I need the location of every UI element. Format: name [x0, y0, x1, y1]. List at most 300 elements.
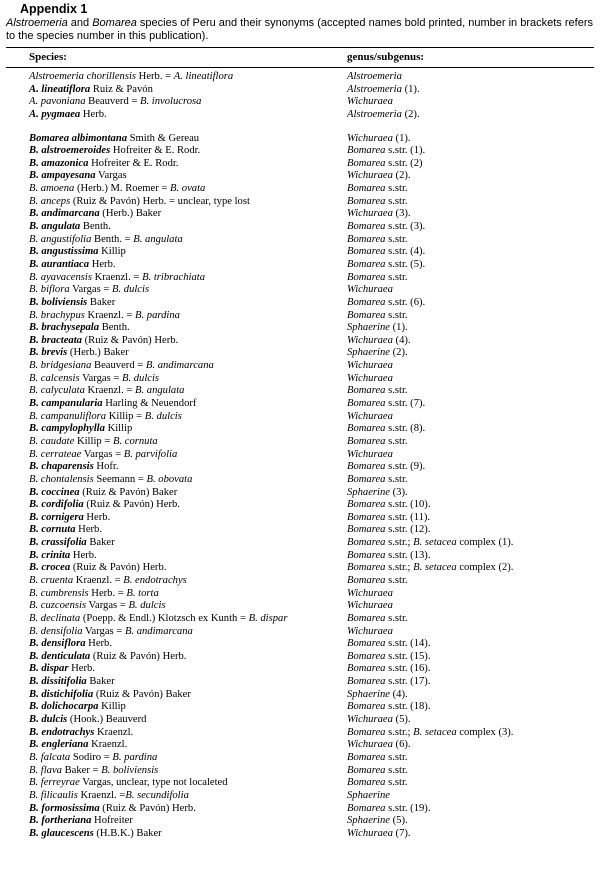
author: Baker — [86, 676, 115, 688]
species-cell — [29, 626, 193, 639]
table-row — [0, 109, 600, 122]
genus-name: Bomarea — [347, 423, 386, 435]
genus-name: Bomarea — [347, 309, 386, 321]
genus-name: Bomarea — [347, 461, 386, 473]
genus-name: Bomarea — [347, 473, 386, 485]
table-row — [0, 626, 600, 639]
accepted-name: B. endotrachys — [29, 726, 95, 738]
equals-sign: = — [162, 71, 174, 82]
table-row — [0, 815, 600, 828]
accepted-name: B. cordifolia — [29, 499, 84, 511]
genus-detail: (2). — [389, 347, 408, 359]
author: Hofreiter & E. Rodr. — [110, 145, 201, 157]
genus-detail: s.str. (11). — [385, 511, 431, 523]
genus-name: Wichuraea — [347, 96, 393, 108]
genus-cell — [347, 588, 393, 601]
author: Smith & Gereau — [127, 132, 200, 144]
genus-cell — [347, 701, 430, 714]
species-cell — [29, 221, 111, 234]
accepted-reference: B. tribrachiata — [142, 271, 206, 283]
equals-sign: = — [130, 271, 143, 283]
table-row — [0, 790, 600, 803]
accepted-name: B. formosissima — [29, 802, 100, 814]
genus-name: Bomarea — [347, 157, 386, 169]
genus-cell — [347, 385, 408, 398]
species-cell — [29, 145, 200, 158]
genus-detail: (6). — [392, 739, 411, 751]
accepted-name: B. crassifolia — [29, 537, 87, 549]
species-cell — [29, 803, 196, 816]
species-cell — [29, 550, 97, 563]
author: Hofreiter & E. Rodr. — [88, 157, 179, 169]
genus-name: Bomarea — [347, 499, 386, 511]
table-row — [0, 739, 600, 752]
author: Benth. — [80, 221, 111, 233]
genus-cell — [347, 550, 430, 563]
author: Vargas — [86, 600, 118, 612]
genus-name: Sphaerine — [347, 789, 390, 801]
table-row — [0, 474, 600, 487]
equals-sign: = — [123, 309, 136, 321]
table-row — [0, 208, 600, 221]
genus-detail: s.str. (15). — [385, 650, 431, 662]
table-row — [0, 297, 600, 310]
genus-detail: s.str. — [385, 473, 408, 485]
genus-name: Wichuraea — [347, 284, 393, 296]
author: (Ruiz & Pavón) Herb. — [70, 562, 167, 574]
accepted-name: B. fortheriana — [29, 815, 92, 827]
author: (Ruiz & Pavón) Baker — [93, 688, 191, 700]
genus-cell — [347, 449, 393, 462]
table-row — [0, 335, 600, 348]
genus-detail: s.str. (16). — [385, 663, 431, 675]
genus-cell — [347, 335, 411, 348]
genus-cell — [347, 322, 408, 335]
genus-name: Bomarea — [347, 612, 386, 624]
genus-name: Bomarea — [347, 271, 386, 283]
accepted-reference: B. dispar — [248, 612, 288, 624]
synonym-name: B. filicaulis — [29, 789, 78, 801]
genus-cell — [347, 183, 408, 196]
genus-name: Wichuraea — [347, 170, 393, 182]
table-row — [0, 752, 600, 765]
genus-name: Bomarea — [347, 145, 386, 157]
species-cell — [29, 208, 161, 221]
genus-detail: (7). — [392, 827, 411, 839]
genus-cell — [347, 310, 408, 323]
equals-sign: = — [122, 233, 134, 245]
synonym-name: B. biflora — [29, 284, 70, 296]
author: Herb. — [70, 549, 97, 561]
accepted-reference: B. andimarcana — [124, 625, 193, 637]
genus-name: Bomarea — [347, 258, 386, 270]
genus-name: Bomarea — [347, 751, 386, 763]
author: Kraenzl. — [77, 789, 117, 801]
table-row — [0, 347, 600, 360]
table-row — [0, 765, 600, 778]
genus-cell — [347, 562, 513, 575]
genus-name: Wichuraea — [347, 410, 393, 422]
synonym-name: B. brachypus — [29, 309, 85, 321]
accepted-name: B. distichifolia — [29, 688, 94, 700]
author: Baker — [86, 537, 115, 549]
genus-cell — [347, 109, 420, 122]
genus-cell — [347, 272, 408, 285]
genus-detail: s.str. — [385, 751, 408, 763]
genus-name: Bomarea — [347, 726, 386, 738]
species-cell — [29, 385, 184, 398]
genus-detail: s.str. (8). — [385, 423, 426, 435]
genus-detail: s.str. (1). — [385, 145, 426, 157]
genus-detail: s.str. (4). — [385, 246, 426, 258]
genus-cell — [347, 777, 408, 790]
genus-name: Wichuraea — [347, 587, 393, 599]
author: (Ruiz & Pavón) Herb. — [99, 802, 196, 814]
author: Sodiro — [70, 751, 102, 763]
genus-cell — [347, 133, 411, 146]
table-row — [0, 689, 600, 702]
species-cell — [29, 297, 115, 310]
genus-name: Alstroemeria — [347, 83, 402, 95]
species-cell — [29, 613, 287, 626]
genus-cell — [347, 170, 411, 183]
genus-name: Bomarea — [347, 221, 386, 233]
accepted-name: B. brachysepala — [29, 322, 100, 334]
genus-cell — [347, 487, 408, 500]
synonym-name: Alstroemeria chorillensis — [29, 71, 137, 82]
table-row — [0, 537, 600, 550]
species-cell — [29, 423, 132, 436]
author: Vargas, unclear, type not localeted — [79, 777, 228, 789]
genus-cell — [347, 739, 411, 752]
genus-detail: (5). — [392, 714, 411, 726]
complex-detail: complex (1). — [456, 537, 514, 549]
accepted-name: B. dissitifolia — [29, 676, 87, 688]
genus-cell — [347, 347, 408, 360]
table-row — [0, 512, 600, 525]
table-row — [0, 777, 600, 790]
table-row — [0, 663, 600, 676]
species-cell — [29, 84, 153, 97]
genus-cell — [347, 575, 408, 588]
accepted-name: B. amazonica — [29, 157, 89, 169]
table-row — [0, 71, 600, 84]
genus-cell — [347, 221, 425, 234]
accepted-name: B. cornuta — [29, 524, 76, 536]
genus-cell — [347, 423, 425, 436]
genus-name: Wichuraea — [347, 625, 393, 637]
genus-cell — [347, 765, 408, 778]
genus-cell — [347, 284, 393, 297]
author: (Ruiz & Pavón) Baker — [79, 486, 178, 498]
genus-cell — [347, 752, 408, 765]
genus-detail: s.str. — [385, 385, 408, 397]
accepted-reference: B. endotrachys — [123, 574, 187, 586]
column-header-genus: genus/subgenus: — [347, 51, 425, 63]
accepted-name: B. denticulata — [29, 650, 91, 662]
genus-detail: s.str. (2) — [385, 157, 423, 169]
author: Beauverd — [91, 360, 135, 372]
genus-cell — [347, 96, 393, 109]
genus-name: Bomarea — [347, 183, 386, 195]
author: Kraenzl. — [94, 726, 134, 738]
author: Vargas — [69, 284, 101, 296]
equals-sign: = — [237, 612, 249, 624]
author: Vargas — [81, 448, 113, 460]
species-cell — [29, 676, 115, 689]
genus-cell — [347, 461, 425, 474]
species-cell — [29, 524, 102, 537]
equals-sign: = — [115, 587, 127, 599]
genus-cell — [347, 714, 411, 727]
accepted-reference: B. parvifolia — [123, 448, 178, 460]
author: (Ruiz & Pavón) Herb. = unclear, type lost — [70, 195, 250, 207]
table-row — [0, 803, 600, 816]
complex-name: B. setacea — [413, 537, 457, 549]
species-cell — [29, 170, 127, 183]
table-row — [0, 651, 600, 664]
genus-detail: s.str. (17). — [385, 676, 431, 688]
species-cell — [29, 752, 157, 765]
author: Vargas — [95, 170, 127, 182]
accepted-reference: B. dulcis — [128, 600, 166, 612]
author: (Ruiz & Pavón) Herb. — [83, 499, 180, 511]
genus-cell — [347, 676, 430, 689]
author: Kraenzl. — [73, 574, 112, 586]
author: Kraenzl. — [84, 385, 124, 397]
genus-detail: s.str. (6). — [385, 296, 426, 308]
species-cell — [29, 537, 115, 550]
genus-cell — [347, 651, 430, 664]
synonym-name: B. campanuliflora — [29, 410, 107, 422]
genus-detail: (3). — [389, 486, 408, 498]
genus-name: Wichuraea — [347, 132, 393, 144]
species-cell — [29, 158, 178, 171]
genus-name: Bomarea — [347, 296, 386, 308]
table-header-rule — [6, 67, 594, 68]
table-row — [0, 562, 600, 575]
table-row — [0, 158, 600, 171]
accepted-name: B. alstroemeroides — [29, 145, 111, 157]
genus-cell — [347, 499, 430, 512]
genus-name: Wichuraea — [347, 448, 393, 460]
species-cell — [29, 398, 196, 411]
genus-detail: s.str. — [385, 195, 408, 207]
genus-detail: s.str. (19). — [385, 802, 431, 814]
table-row — [0, 676, 600, 689]
synonym-name: B. amoena — [29, 183, 75, 195]
genus-name: Wichuraea — [347, 360, 393, 372]
genus-detail: s.str. — [385, 777, 408, 789]
accepted-name: B. bracteata — [29, 334, 82, 346]
column-header-species: Species: — [29, 51, 67, 63]
accepted-name: B. crocea — [29, 562, 71, 574]
synonym-name: B. chontalensis — [29, 473, 94, 485]
accepted-name: B. dolichocarpa — [29, 701, 99, 713]
accepted-name: B. campanularia — [29, 398, 103, 410]
author: Harling & Neuendorf — [102, 398, 197, 410]
accepted-name: B. glaucescens — [29, 827, 94, 839]
table-row — [0, 272, 600, 285]
genus-detail: s.str. — [385, 183, 408, 195]
author: Killip — [74, 435, 102, 447]
author: Kraenzl. — [91, 271, 131, 283]
species-cell — [29, 512, 110, 525]
species-cell — [29, 461, 118, 474]
genus-name: Bomarea — [347, 385, 386, 397]
table-row — [0, 828, 600, 841]
caption-genus-2: Bomarea — [92, 17, 137, 29]
table-row — [0, 638, 600, 651]
accepted-name: B. angustissima — [29, 246, 99, 258]
genus-name: Bomarea — [347, 802, 386, 814]
accepted-name: B. brevis — [29, 347, 68, 359]
genus-cell — [347, 524, 430, 537]
synonym-name: B. anceps — [29, 195, 71, 207]
accepted-name: B. crinita — [29, 549, 71, 561]
synonym-name: B. bridgesiana — [29, 360, 92, 372]
species-cell — [29, 487, 177, 500]
table-row — [0, 701, 600, 714]
author: (Herb.) Baker — [67, 347, 129, 359]
genus-detail: s.str. (18). — [385, 701, 431, 713]
accepted-name: A. lineatiflora — [29, 83, 91, 95]
table-caption — [6, 17, 594, 43]
genus-cell — [347, 803, 430, 816]
author: Killip — [104, 423, 133, 435]
genus-name: Bomarea — [347, 511, 386, 523]
equals-sign: = — [113, 625, 125, 637]
accepted-reference: B. secundifolia — [125, 789, 189, 801]
genus-name: Wichuraea — [347, 208, 393, 220]
accepted-reference: B. angulata — [133, 233, 183, 245]
author: Herb. — [85, 638, 112, 650]
author: (Hook.) Beauverd — [67, 714, 147, 726]
genus-name: Wichuraea — [347, 714, 393, 726]
accepted-name: B. aurantiaca — [29, 258, 90, 270]
genus-name: Sphaerine — [347, 815, 390, 827]
genus-cell — [347, 638, 430, 651]
genus-name: Bomarea — [347, 537, 386, 549]
equals-sign: = — [134, 360, 146, 372]
species-cell — [29, 246, 126, 259]
synonym-name: B. falcata — [29, 751, 71, 763]
table-row — [0, 96, 600, 109]
genus-cell — [347, 196, 408, 209]
genus-detail: s.str. (9). — [385, 461, 426, 473]
accepted-reference: B. boliviensis — [101, 764, 159, 776]
accepted-name: B. angulata — [29, 221, 81, 233]
table-row — [0, 373, 600, 386]
genus-cell — [347, 600, 393, 613]
table-row — [0, 461, 600, 474]
author: Seemann — [93, 473, 136, 485]
accepted-name: B. dulcis — [29, 714, 68, 726]
accepted-reference: B. ovata — [170, 183, 206, 195]
genus-name: Wichuraea — [347, 739, 393, 751]
genus-cell — [347, 537, 513, 550]
genus-cell — [347, 71, 402, 84]
accepted-reference: B. andimarcana — [145, 360, 214, 372]
synonym-name: B. angustifolia — [29, 233, 92, 245]
genus-cell — [347, 398, 425, 411]
genus-detail: s.str.; — [385, 537, 414, 549]
synonym-name: B. flava — [29, 764, 62, 776]
species-cell — [29, 588, 159, 601]
author: (Ruiz & Pavón) Herb. — [81, 334, 179, 346]
genus-name: Wichuraea — [347, 600, 393, 612]
species-cell — [29, 411, 182, 424]
genus-name: Alstroemeria — [347, 71, 402, 82]
species-cell — [29, 347, 129, 360]
author: Herb. — [136, 71, 163, 82]
genus-cell — [347, 373, 393, 386]
caption-text: species of Peru and their synonyms (accepted names bold printed, number in brackets refers to the species number in this publication). — [6, 17, 593, 42]
genus-name: Bomarea — [347, 663, 386, 675]
accepted-reference: B. dulcis — [144, 410, 182, 422]
author: Herb. — [68, 663, 95, 675]
genus-cell — [347, 512, 430, 525]
table-row — [0, 449, 600, 462]
accepted-name: A. pygmaea — [29, 108, 81, 120]
genus-cell — [347, 613, 408, 626]
accepted-reference: B. involucrosa — [140, 96, 202, 108]
species-cell — [29, 335, 178, 348]
table-row — [0, 360, 600, 373]
author: Benth. — [91, 233, 122, 245]
table-row — [0, 436, 600, 449]
genus-detail: (5). — [389, 815, 408, 827]
genus-name: Wichuraea — [347, 827, 393, 839]
table-row — [0, 423, 600, 436]
table-row — [0, 284, 600, 297]
author: Baker — [61, 764, 90, 776]
species-cell — [29, 727, 133, 740]
species-cell — [29, 499, 180, 512]
equals-sign: = — [112, 448, 124, 460]
complex-detail: complex (3). — [456, 726, 514, 738]
equals-sign: = — [116, 789, 126, 801]
genus-cell — [347, 360, 393, 373]
table-row — [0, 600, 600, 613]
genus-name: Sphaerine — [347, 347, 390, 359]
genus-detail: s.str. (10). — [385, 499, 431, 511]
genus-cell — [347, 474, 408, 487]
synonym-name: B. cerrateae — [29, 448, 82, 460]
species-cell — [29, 71, 233, 84]
genus-name: Bomarea — [347, 562, 386, 574]
genus-name: Bomarea — [347, 777, 386, 789]
species-cell — [29, 714, 146, 727]
genus-name: Wichuraea — [347, 334, 393, 346]
table-row — [0, 398, 600, 411]
table-row — [0, 727, 600, 740]
species-cell — [29, 183, 205, 196]
table-row — [0, 588, 600, 601]
table-row — [0, 246, 600, 259]
genus-detail: s.str. (13). — [385, 549, 431, 561]
accepted-name: Bomarea albimontana — [29, 132, 128, 144]
synonym-name: B. cruenta — [29, 574, 74, 586]
synonym-name: B. calyculata — [29, 385, 85, 397]
genus-name: Alstroemeria — [347, 108, 402, 120]
accepted-reference: B. obovata — [146, 473, 193, 485]
genus-detail: s.str. — [385, 309, 408, 321]
synonym-name: B. cuzcoensis — [29, 600, 87, 612]
author: Ruiz & Pavón — [90, 83, 153, 95]
synonym-name: B. declinata — [29, 612, 81, 624]
table-row — [0, 714, 600, 727]
